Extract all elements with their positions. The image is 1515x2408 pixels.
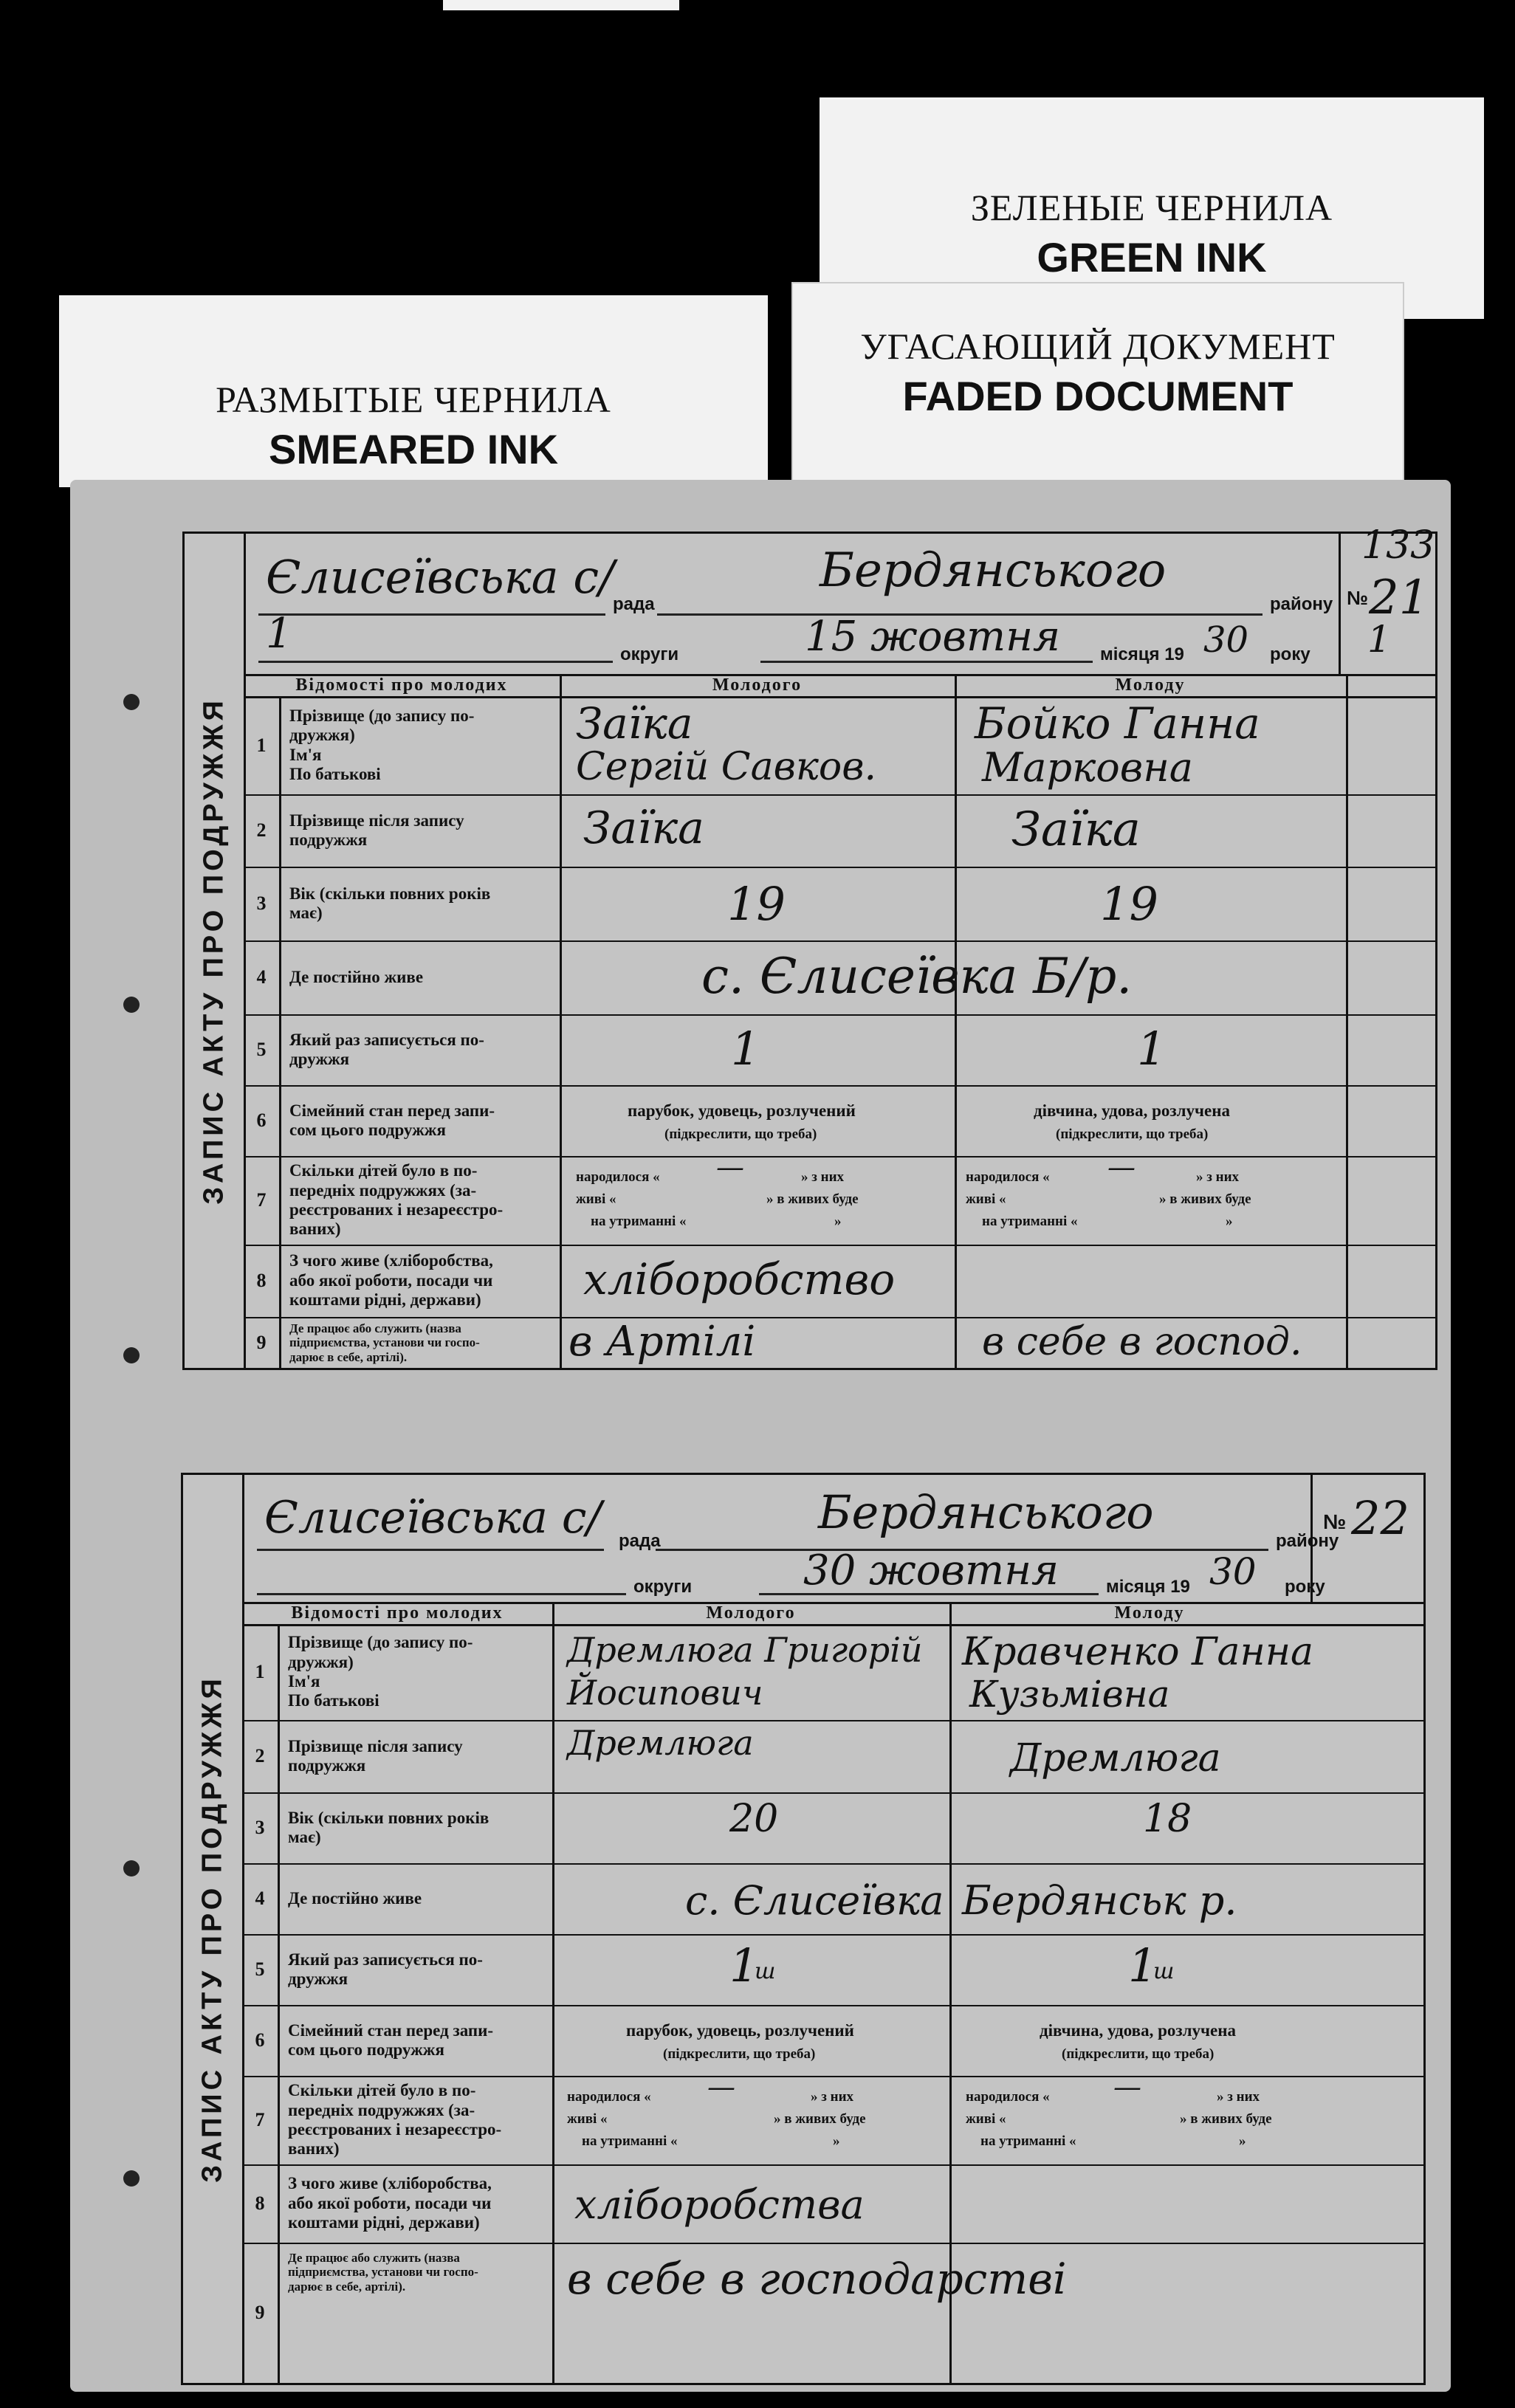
row-label-line: або якої роботи, посади чи [289,1270,493,1290]
row-label-line: підприємства, установи чи госпо- [288,2265,478,2280]
groom-workplace: в Артілі [568,1318,756,1366]
row-label-line: дарює в себе, артілі). [289,1349,408,1364]
children-born-label: народилося « [576,1169,660,1185]
row-label-line: Який раз записується по- [288,1950,483,1969]
row-number: 4 [255,1888,265,1909]
groom-status-options: парубок, удовець, розлучений [626,2021,854,2040]
row-label-line: Скільки дітей було в по- [289,1161,478,1180]
faded-document-label-ru: УГАСАЮЩИЙ ДОКУМЕНТ [860,326,1336,367]
bride-children: — [1107,1151,1136,1183]
table-row-5 [244,1014,1435,1087]
row-label [288,2243,548,2302]
rada-value: Єлисеївська с/ [266,550,614,604]
groom-surname-name: Дремлюга Григорій [567,1630,923,1670]
record-number-box [1310,1475,1423,1602]
children-alive-label: живі « [567,2111,608,2127]
table-row-6 [242,2005,1423,2077]
col-info-header: Відомості про молодих [291,1603,504,1623]
groom-children: — [716,1151,744,1183]
table-row-3 [244,867,1435,942]
col-groom-header: Молодого [706,1603,796,1623]
row-number: 2 [256,819,267,841]
row-number: 9 [255,2302,265,2323]
groom-marriage-count-note: ш [755,1958,776,1984]
row-number: 8 [255,2192,265,2214]
okruga-line [258,661,613,663]
underline-hint: (підкреслити, що треба) [1062,2046,1215,2062]
children-born-label: народилося « [567,2089,651,2105]
bride-surname-after: Дремлюга [1010,1736,1221,1781]
row-label-line: По батькові [289,764,381,783]
groom-workplace: в себе в господарстві [567,2254,1067,2304]
row-label-line: сом цього подружжя [288,2040,444,2059]
row-label-line: Ім'я [289,745,322,764]
children-born-suffix: » з них [801,1169,845,1185]
punch-hole [123,2170,140,2187]
row-number: 2 [255,1745,265,1767]
row-label-line: реєстрованих і незареєстро- [288,2120,502,2139]
row-label-line: підприємства, установи чи госпо- [289,1335,480,1350]
punch-hole [123,694,140,710]
form-header [242,1475,1423,1604]
row-label-line: має) [289,904,323,922]
number-prefix: № [1347,587,1368,609]
marriage-record-form-1 [182,523,1437,1370]
bride-status-options: дівчина, удова, розлучена [1040,2021,1236,2040]
year-value: 30 [1203,619,1249,661]
bride-age: 19 [1100,877,1158,931]
row-label-line: подружжя [289,830,368,849]
table-row-9 [244,1317,1435,1369]
row-number: 6 [256,1110,267,1131]
okruga-caption: округи [620,644,679,664]
month-caption: місяця 19 [1106,1577,1190,1597]
bride-surname-after: Заїка [1011,802,1141,857]
row-label-line: має) [288,1828,321,1846]
rayon-value: Бердянського [818,1485,1154,1539]
row-number: 3 [256,892,267,914]
okruga-caption: округи [633,1577,693,1597]
row-number: 6 [255,2029,265,2051]
row-label-line: Прізвище після запису [289,811,464,830]
marriage-record-form-2 [181,1473,1426,2385]
row-label [288,2164,548,2243]
row-label-line: Прізвище (до запису по- [288,1633,473,1652]
children-dependent-suffix: » [834,1214,842,1229]
row-label: Де постійно живе [289,967,424,986]
row-number: 3 [255,1817,265,1838]
row-label [289,1014,555,1085]
smeared-ink-label-ru: РАЗМЫТЫЕ ЧЕРНИЛА [216,379,611,420]
date-value: 15 жовтня [805,613,1061,661]
groom-surname-after: Заїка [583,802,704,854]
row-label-line: Вік (скільки повних років [288,1808,489,1827]
occupation: хліборобство [583,1254,896,1304]
col-groom-header: Молодого [712,675,803,695]
row-label-line: З чого живе (хліборобства, [288,2174,492,2193]
row-label [288,2005,548,2076]
groom-marriage-count: 1 [729,1939,759,1992]
rada-line [257,1549,604,1551]
table-row-5 [242,1934,1423,2006]
groom-patronymic: Йосипович [567,1673,763,1713]
row-label [289,1317,555,1369]
bride-surname: Бойко Ганна [975,698,1260,749]
row-label-line: ваних) [288,2139,340,2158]
rayon-value: Бердянського [820,543,1167,598]
row-number: 5 [256,1039,267,1060]
table-row-2 [244,794,1435,868]
row-label-line: коштами рідні, держави) [289,1290,481,1310]
children-dependent-suffix: » [1239,2133,1246,2149]
record-number: 22 [1351,1491,1409,1545]
children-born-suffix: » з них [1196,1169,1240,1185]
date-line [759,1593,1099,1595]
document-page [70,480,1451,2392]
groom-residence: с. Єлисеївка [685,1877,944,1924]
row-label-line: дружжя) [289,726,355,745]
children-born-label: народилося « [966,1169,1050,1185]
row-label-line: дружжя [289,1050,350,1068]
record-number-box [1339,523,1435,674]
row-label-line: Ім'я [288,1672,320,1690]
month-caption: місяця 19 [1100,644,1184,664]
groom-name-patronymic: Сергій Савков. [576,745,876,789]
table-row-1 [242,1624,1423,1721]
col-info-header: Відомості про молодих [295,675,508,695]
children-dependent-label: на утриманні « [980,2133,1076,2149]
children-born-suffix: » з них [1217,2089,1260,2105]
table-row-1 [244,696,1435,796]
row-label-line: По батькові [288,1691,379,1710]
okruga-line [257,1593,626,1595]
year-caption: року [1270,644,1310,664]
record-number-extra: 133 [1361,523,1435,568]
side-title: ЗАПИС АКТУ ПРО ПОДРУЖЖЯ [196,1675,228,2183]
form-header [244,523,1435,676]
row-label-line: дружжя) [288,1652,354,1671]
punch-hole [123,1347,140,1363]
occupation: хліборобства [574,2181,865,2228]
groom-children: — [707,2071,735,2103]
row-label [288,1934,548,2005]
children-dependent-label: на утриманні « [582,2133,678,2149]
row-label-line: подружжя [288,1756,366,1775]
rada-caption: рада [613,594,655,614]
row-label-line: реєстрованих і незареєстро- [289,1200,504,1219]
children-dependent-suffix: » [1226,1214,1233,1229]
children-alive-label: живі « [576,1191,616,1207]
year-caption: року [1285,1577,1325,1597]
row-number: 1 [256,734,267,756]
date-value: 30 жовтня [803,1547,1059,1595]
bride-children: — [1113,2071,1141,2103]
residence: с. Єлисеївка Б/р. [701,948,1133,1005]
row-label-line: Скільки дітей було в по- [288,2081,476,2100]
groom-age: 19 [727,877,786,931]
number-prefix: № [1323,1510,1347,1533]
green-ink-label-en: GREEN INK [1037,234,1267,281]
children-born-label: народилося « [966,2089,1050,2105]
children-alive-label: живі « [966,2111,1006,2127]
row-number: 9 [256,1332,267,1353]
row-number: 5 [255,1958,265,1980]
row-label-line: або якої роботи, посади чи [288,2193,492,2212]
children-alive-suffix: » в живих буде [1180,2111,1272,2127]
faded-document-label [791,282,1404,506]
row-label [289,1156,555,1245]
row-label-line: Де працює або служить (назва [288,2250,460,2265]
record-table [244,674,1435,1368]
children-alive-suffix: » в живих буде [774,2111,866,2127]
bride-marriage-count: 1 [1128,1939,1158,1992]
row-label [289,794,555,867]
punch-hole [123,1860,140,1876]
table-row-8 [244,1245,1435,1318]
row-label [289,696,555,794]
record-number: 21 [1369,571,1429,625]
faded-document-label-en: FADED DOCUMENT [902,373,1294,419]
children-alive-suffix: » в живих буде [766,1191,859,1207]
side-title: ЗАПИС АКТУ ПРО ПОДРУЖЖЯ [198,697,230,1205]
row-label [288,1624,548,1720]
record-number-sub: 1 [1367,618,1391,661]
date-line [760,661,1093,663]
groom-marriage-count: 1 [731,1022,760,1076]
bride-residence: Бердянськ р. [962,1877,1237,1924]
row-label [289,1085,555,1156]
row-label [288,1720,548,1792]
row-label-line: Прізвище після запису [288,1736,463,1755]
bride-status-options: дівчина, удова, розлучена [1034,1101,1230,1120]
row-label-line: З чого живе (хліборобства, [289,1251,493,1270]
row-label-line: передніх подружжях (за- [288,2100,475,2119]
bride-workplace: в себе в господ. [982,1320,1302,1364]
row-label-line: Сімейний стан перед запи- [288,2020,494,2040]
row-label [289,1245,555,1317]
children-dependent-label: на утриманні « [982,1214,1078,1229]
table-column-header [244,674,1435,698]
table-row-6 [244,1085,1435,1157]
rayon-caption: району [1270,594,1333,614]
table-column-header [242,1602,1423,1626]
bride-patronymic: Кузьмівна [969,1673,1170,1716]
table-row-3 [242,1792,1423,1865]
row-label-line: Де працює або служить (назва [289,1321,461,1335]
rada-caption: рада [619,1531,661,1551]
side-title-column [185,534,246,1368]
groom-age: 20 [729,1797,779,1841]
row-label [288,2076,548,2164]
children-dependent-label: на утриманні « [591,1214,687,1229]
row-label-line: Прізвище (до запису по- [289,706,475,725]
row-label-line: Який раз записується по- [289,1030,484,1049]
rada-line [258,613,605,616]
row-label [289,867,555,940]
row-label-line: коштами рідні, держави) [288,2213,480,2232]
underline-hint: (підкреслити, що треба) [664,1126,817,1142]
green-ink-label-ru: ЗЕЛЕНЫЕ ЧЕРНИЛА [970,187,1333,228]
col-bride-header: Молоду [1115,675,1186,695]
row-label-line: сом цього подружжя [289,1121,446,1139]
row-label [288,1792,548,1863]
top-number-fragment [443,0,679,10]
col-bride-header: Молоду [1114,1603,1185,1623]
children-born-suffix: » з них [811,2089,854,2105]
children-dependent-suffix: » [833,2133,840,2149]
smeared-ink-label [59,295,768,487]
okruga-value: 1 [266,610,292,658]
record-table [242,1602,1423,2383]
row-label-line: дарює в себе, артілі). [288,2279,406,2294]
year-value: 30 [1209,1550,1257,1593]
bride-age: 18 [1143,1797,1192,1841]
row-label: Де постійно живе [288,1888,422,1908]
groom-surname: Заїка [576,698,693,749]
row-number: 8 [256,1270,267,1291]
table-row-9 [242,2243,1423,2383]
rada-value: Єлисеївська с/ [264,1492,602,1544]
bride-surname-name: Кравченко Ганна [962,1630,1313,1674]
side-title-column [183,1475,244,2383]
groom-status-options: парубок, удовець, розлучений [628,1101,856,1120]
row-number: 1 [255,1661,265,1682]
bride-marriage-count-note: ш [1153,1958,1175,1984]
children-alive-label: живі « [966,1191,1006,1207]
table-row-8 [242,2164,1423,2244]
row-label-line: Сімейний стан перед запи- [289,1101,495,1120]
table-row-7 [242,2071,1423,2166]
table-row-4 [242,1863,1423,1936]
row-label-line: передніх подружжях (за- [289,1180,477,1200]
row-label-line: ваних) [289,1220,341,1239]
rayon-caption: району [1276,1531,1339,1551]
children-alive-suffix: » в живих буде [1159,1191,1251,1207]
row-number: 7 [256,1189,267,1211]
table-row-2 [242,1720,1423,1794]
bride-patronymic: Марковна [982,744,1194,791]
smeared-ink-label-en: SMEARED INK [268,426,559,472]
row-label-line: Вік (скільки повних років [289,884,491,903]
row-number: 4 [256,966,267,988]
punch-hole [123,997,140,1013]
table-row-7 [244,1151,1435,1246]
row-number: 7 [255,2109,265,2130]
bride-marriage-count: 1 [1137,1022,1167,1076]
table-row-4 [244,940,1435,1016]
underline-hint: (підкреслити, що треба) [663,2046,816,2062]
row-label-line: дружжя [288,1970,348,1988]
groom-surname-after: Дремлюга [567,1723,754,1763]
underline-hint: (підкреслити, що треба) [1056,1126,1209,1142]
